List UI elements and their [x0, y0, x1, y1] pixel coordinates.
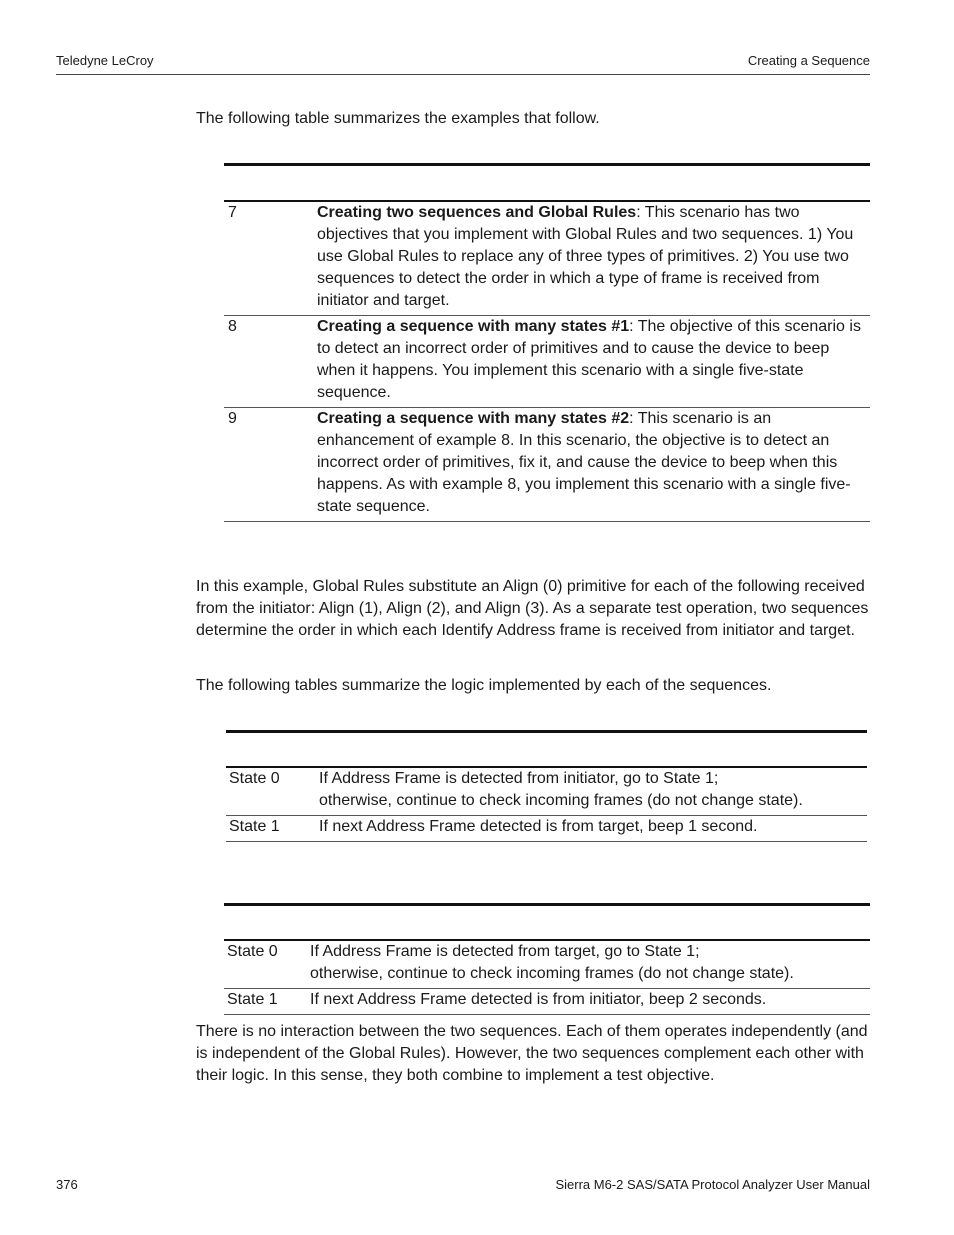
page-header	[56, 53, 870, 75]
page-footer	[56, 1177, 870, 1193]
example-number: 7	[228, 204, 237, 221]
state-logic-line: If next Address Frame detected is from target, beep 1 second.	[319, 818, 758, 835]
example-text: : The objective of this scenario is to detect an incorrect order of primitives and to cause the device to beep when it happens. You implement this scenario with a single five-state sequence.	[317, 318, 861, 401]
state-logic	[310, 941, 870, 985]
state-logic	[319, 768, 867, 812]
table-header-row	[224, 166, 870, 202]
example-number: 8	[228, 318, 237, 335]
table-row	[224, 941, 870, 989]
state-logic-line: otherwise, continue to check incoming frames (do not change state).	[319, 792, 803, 809]
example-description	[317, 202, 866, 315]
sequence-1-table	[226, 730, 867, 842]
state-label: State 0	[229, 770, 280, 787]
table-header-row	[226, 733, 867, 768]
header-company: Teledyne LeCroy	[56, 53, 154, 68]
table-row	[224, 316, 870, 408]
table-row	[226, 816, 867, 842]
state-label: State 1	[229, 818, 280, 835]
example-paragraph: In this example, Global Rules substitute an Align (0) primitive for each of the following received from the initiator: Align (1), Align (2), and Align (3). As a separate test operation, two sequences determine the order in which each Identify Address frame is received from initiator and target.	[196, 578, 869, 639]
example-text: : This scenario is an enhancement of example 8. In this scenario, the objective is to detect an incorrect order of primitives, fix it, and cause the device to beep when this happens. As with example 8, you implement this scenario with a single five-state sequence.	[317, 410, 851, 515]
example-number: 9	[228, 410, 237, 427]
state-logic-line: otherwise, continue to check incoming frames (do not change state).	[310, 965, 794, 982]
state-logic	[319, 816, 867, 838]
table-row	[226, 768, 867, 816]
table-row	[224, 408, 870, 522]
example-title: Creating two sequences and Global Rules	[317, 204, 637, 221]
examples-table	[224, 163, 870, 522]
intro-paragraph: The following table summarizes the examples that follow.	[196, 110, 600, 127]
table-header-row	[224, 906, 870, 941]
state-logic-line: If next Address Frame detected is from initiator, beep 2 seconds.	[310, 991, 767, 1008]
example-text: : This scenario has two objectives that you implement with Global Rules and two sequences. 1) You use Global Rules to replace any of three types of primitives. 2) You use two sequences to detect the order in which a type of frame is received from initiator and target.	[317, 204, 854, 309]
page-number: 376	[56, 1177, 78, 1192]
table-row	[224, 989, 870, 1015]
example-description	[317, 316, 866, 407]
sequence-2-table	[224, 903, 870, 1015]
header-section-title: Creating a Sequence	[747, 53, 870, 68]
state-label: State 0	[227, 943, 278, 960]
state-label: State 1	[227, 991, 278, 1008]
state-logic-line: If Address Frame is detected from initiator, go to State 1;	[319, 770, 719, 787]
example-description	[317, 408, 866, 521]
closing-paragraph: There is no interaction between the two sequences. Each of them operates independently (and is independent of the Global Rules). However, the two sequences complement each other with their logic. In this sense, they both combine to implement a test objective.	[196, 1023, 868, 1084]
state-logic-line: If Address Frame is detected from target, go to State 1;	[310, 943, 700, 960]
example-title: Creating a sequence with many states #1	[317, 318, 630, 335]
table-row	[224, 202, 870, 316]
tables-paragraph: The following tables summarize the logic implemented by each of the sequences.	[196, 677, 772, 694]
example-title: Creating a sequence with many states #2	[317, 410, 630, 427]
manual-title: Sierra M6-2 SAS/SATA Protocol Analyzer User Manual	[555, 1177, 870, 1192]
state-logic	[310, 989, 870, 1011]
